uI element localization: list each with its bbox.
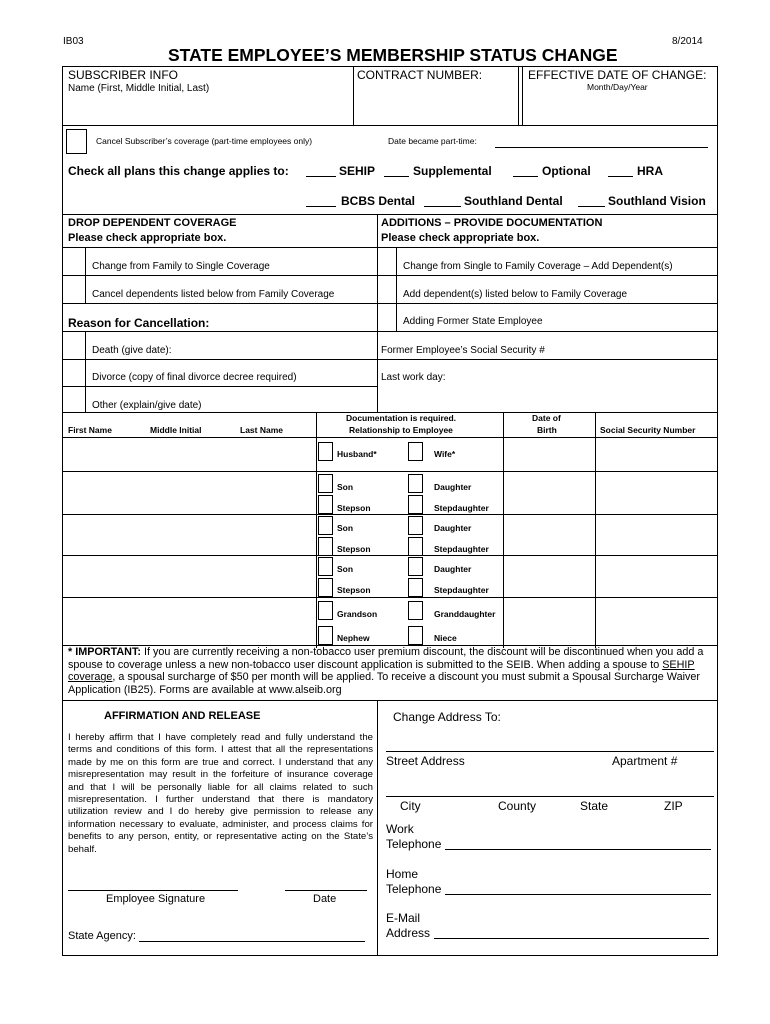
contract-number-label: CONTRACT NUMBER:: [357, 68, 483, 82]
home-telephone-label: Telephone: [386, 882, 442, 896]
divorce-checkbox[interactable]: [62, 359, 85, 386]
former-employee-ssn-label: Former Employee’s Social Security #: [381, 345, 545, 356]
col-dob-line2: Birth: [537, 425, 557, 435]
col-ssn: Social Security Number: [600, 425, 696, 435]
rel-granddaughter: Granddaughter: [434, 609, 496, 619]
plan-hra: HRA: [637, 164, 663, 178]
email-address-label: Address: [386, 926, 431, 940]
street-address-field[interactable]: [386, 751, 714, 752]
sehip-check-field[interactable]: [306, 176, 336, 177]
rel-stepson-2: Stepson: [337, 544, 371, 554]
rel-daughter-2: Daughter: [434, 523, 472, 533]
optional-check-field[interactable]: [513, 176, 538, 177]
state-label: State: [580, 799, 609, 813]
effective-date-label: EFFECTIVE DATE OF CHANGE:: [528, 68, 707, 82]
county-label: County: [498, 799, 537, 813]
drop-heading: DROP DEPENDENT COVERAGE: [68, 217, 237, 229]
important-note: * IMPORTANT: If you are currently receiving a non-tobacco user premium discount, the discount will be discontinued when you add a spouse to coverage unless a new non-tobacco user discount application is submitted to the SEIB. When adding a spouse to SEHIP coverage, a spousal surcharge of $50 per month will be applied. To receive a discount you must submit a Spousal Surcharge Waiver Application (IB25). Forms are available at www.alseib.org: [68, 646, 704, 696]
reason-death: Death (give date):: [92, 345, 172, 356]
rel-son-1: Son: [337, 482, 354, 492]
cancel-subscriber-label: Cancel Subscriber’s coverage (part-time employees only): [96, 136, 313, 146]
page-title: STATE EMPLOYEE’S MEMBERSHIP STATUS CHANGE: [168, 45, 618, 65]
rel-son-3: Son: [337, 564, 354, 574]
affirmation-text: I hereby affirm that I have completely read and fully understand the terms and conditions of this form. I attest that all the representations made by me on this form are true and correct. I understand that any misrepresentation may result in the forfeiture of insurance coverage and that I will be personally liable for all claims related to such misrepresentation. I further understand that there is mandatory utilization review and I do hereby give permission to release any information necessary to evaluate, administer, and process claims for benefits to any person, entity, or representative acting on the State’s behalf.: [68, 732, 373, 855]
add-dependents-checkbox[interactable]: [377, 275, 396, 303]
bcbs-dental-check-field[interactable]: [306, 206, 336, 207]
reason-label: Reason for Cancellation:: [68, 316, 210, 330]
col-relationship: Relationship to Employee: [349, 425, 453, 435]
husband-checkbox[interactable]: [318, 442, 333, 461]
rel-grandson: Grandson: [337, 609, 378, 619]
drop-cancel-dependents-checkbox[interactable]: [62, 275, 85, 303]
rel-stepson-3: Stepson: [337, 585, 371, 595]
sehip-coverage-link: SEHIP coverage: [68, 658, 695, 684]
wife-checkbox[interactable]: [408, 442, 423, 461]
additions-subheading: Please check appropriate box.: [381, 232, 540, 244]
reason-divorce: Divorce (copy of final divorce decree required): [92, 372, 297, 383]
drop-option-cancel-dependents: Cancel dependents listed below from Family Coverage: [92, 289, 335, 300]
state-agency-label: State Agency:: [68, 930, 136, 942]
rel-daughter-1: Daughter: [434, 482, 472, 492]
rel-daughter-3: Daughter: [434, 564, 472, 574]
col-dob-line1: Date of: [532, 413, 561, 423]
stepdaughter-checkbox-3[interactable]: [408, 578, 423, 597]
nephew-checkbox[interactable]: [318, 626, 333, 645]
plan-optional: Optional: [542, 164, 591, 178]
add-option-former-employee: Adding Former State Employee: [403, 316, 543, 327]
rel-niece: Niece: [434, 633, 457, 643]
form-date: 8/2014: [672, 36, 703, 47]
signature-date-field[interactable]: [285, 890, 367, 891]
drop-family-to-single-checkbox[interactable]: [62, 247, 85, 275]
rel-stepdaughter-1: Stepdaughter: [434, 503, 489, 513]
work-telephone-field[interactable]: [445, 849, 711, 850]
employee-signature-label: Employee Signature: [106, 893, 206, 905]
hra-check-field[interactable]: [608, 176, 633, 177]
daughter-checkbox-3[interactable]: [408, 557, 423, 576]
col-first-name: First Name: [68, 425, 112, 435]
plans-prompt: Check all plans this change applies to:: [68, 164, 289, 178]
stepdaughter-checkbox-1[interactable]: [408, 495, 423, 514]
part-time-date-field[interactable]: [495, 147, 708, 148]
southland-vision-check-field[interactable]: [578, 206, 605, 207]
rel-stepdaughter-2: Stepdaughter: [434, 544, 489, 554]
apartment-label: Apartment #: [612, 754, 678, 768]
grandson-checkbox[interactable]: [318, 601, 333, 620]
other-checkbox[interactable]: [62, 386, 85, 412]
signature-date-label: Date: [313, 893, 337, 905]
rel-stepdaughter-3: Stepdaughter: [434, 585, 489, 595]
add-option-dependents: Add dependent(s) listed below to Family Coverage: [403, 289, 628, 300]
col-middle-initial: Middle Initial: [150, 425, 202, 435]
rel-stepson-1: Stepson: [337, 503, 371, 513]
form-id: IB03: [63, 36, 84, 47]
niece-checkbox[interactable]: [408, 626, 423, 645]
zip-label: ZIP: [664, 799, 683, 813]
plan-sehip: SEHIP: [339, 164, 376, 178]
plan-bcbs-dental: BCBS Dental: [341, 194, 416, 208]
city-label: City: [400, 799, 421, 813]
son-checkbox-3[interactable]: [318, 557, 333, 576]
add-option-single-to-family: Change from Single to Family Coverage – Add Dependent(s): [403, 261, 673, 272]
stepson-checkbox-3[interactable]: [318, 578, 333, 597]
state-agency-field[interactable]: [139, 941, 365, 942]
granddaughter-checkbox[interactable]: [408, 601, 423, 620]
change-address-heading: Change Address To:: [393, 710, 501, 724]
son-checkbox-1[interactable]: [318, 474, 333, 493]
stepson-checkbox-2[interactable]: [318, 537, 333, 556]
rel-son-2: Son: [337, 523, 354, 533]
daughter-checkbox-1[interactable]: [408, 474, 423, 493]
employee-signature-field[interactable]: [68, 890, 238, 891]
rel-nephew: Nephew: [337, 633, 370, 643]
plan-southland-dental: Southland Dental: [464, 194, 563, 208]
city-state-zip-field[interactable]: [386, 796, 714, 797]
cancel-subscriber-checkbox[interactable]: [66, 129, 87, 154]
name-label: Name (First, Middle Initial, Last): [68, 83, 210, 94]
work-telephone-label: Telephone: [386, 837, 442, 851]
email-label: E-Mail: [386, 911, 421, 925]
home-label: Home: [386, 867, 419, 881]
col-doc-required: Documentation is required.: [346, 413, 457, 423]
stepdaughter-checkbox-2[interactable]: [408, 537, 423, 556]
additions-heading: ADDITIONS – PROVIDE DOCUMENTATION: [381, 217, 603, 229]
supplemental-check-field[interactable]: [384, 176, 409, 177]
work-label: Work: [386, 822, 414, 836]
part-time-date-label: Date became part-time:: [388, 136, 477, 146]
affirmation-heading: AFFIRMATION AND RELEASE: [104, 710, 261, 722]
plan-southland-vision: Southland Vision: [608, 194, 706, 208]
rel-wife: Wife*: [434, 449, 456, 459]
add-former-employee-checkbox[interactable]: [377, 303, 396, 331]
death-checkbox[interactable]: [62, 331, 85, 359]
rel-husband: Husband*: [337, 449, 377, 459]
son-checkbox-2[interactable]: [318, 516, 333, 535]
stepson-checkbox-1[interactable]: [318, 495, 333, 514]
col-last-name: Last Name: [240, 425, 283, 435]
home-telephone-field[interactable]: [445, 894, 711, 895]
last-work-day-label: Last work day:: [381, 372, 446, 383]
drop-subheading: Please check appropriate box.: [68, 232, 227, 244]
effective-date-format: Month/Day/Year: [587, 82, 648, 92]
reason-other: Other (explain/give date): [92, 400, 202, 411]
add-single-to-family-checkbox[interactable]: [377, 247, 396, 275]
email-address-field[interactable]: [434, 938, 709, 939]
daughter-checkbox-2[interactable]: [408, 516, 423, 535]
street-address-label: Street Address: [386, 754, 465, 768]
subscriber-info-label: SUBSCRIBER INFO: [68, 68, 179, 82]
drop-option-family-to-single: Change from Family to Single Coverage: [92, 261, 270, 272]
plan-supplemental: Supplemental: [413, 164, 492, 178]
southland-dental-check-field[interactable]: [424, 206, 461, 207]
